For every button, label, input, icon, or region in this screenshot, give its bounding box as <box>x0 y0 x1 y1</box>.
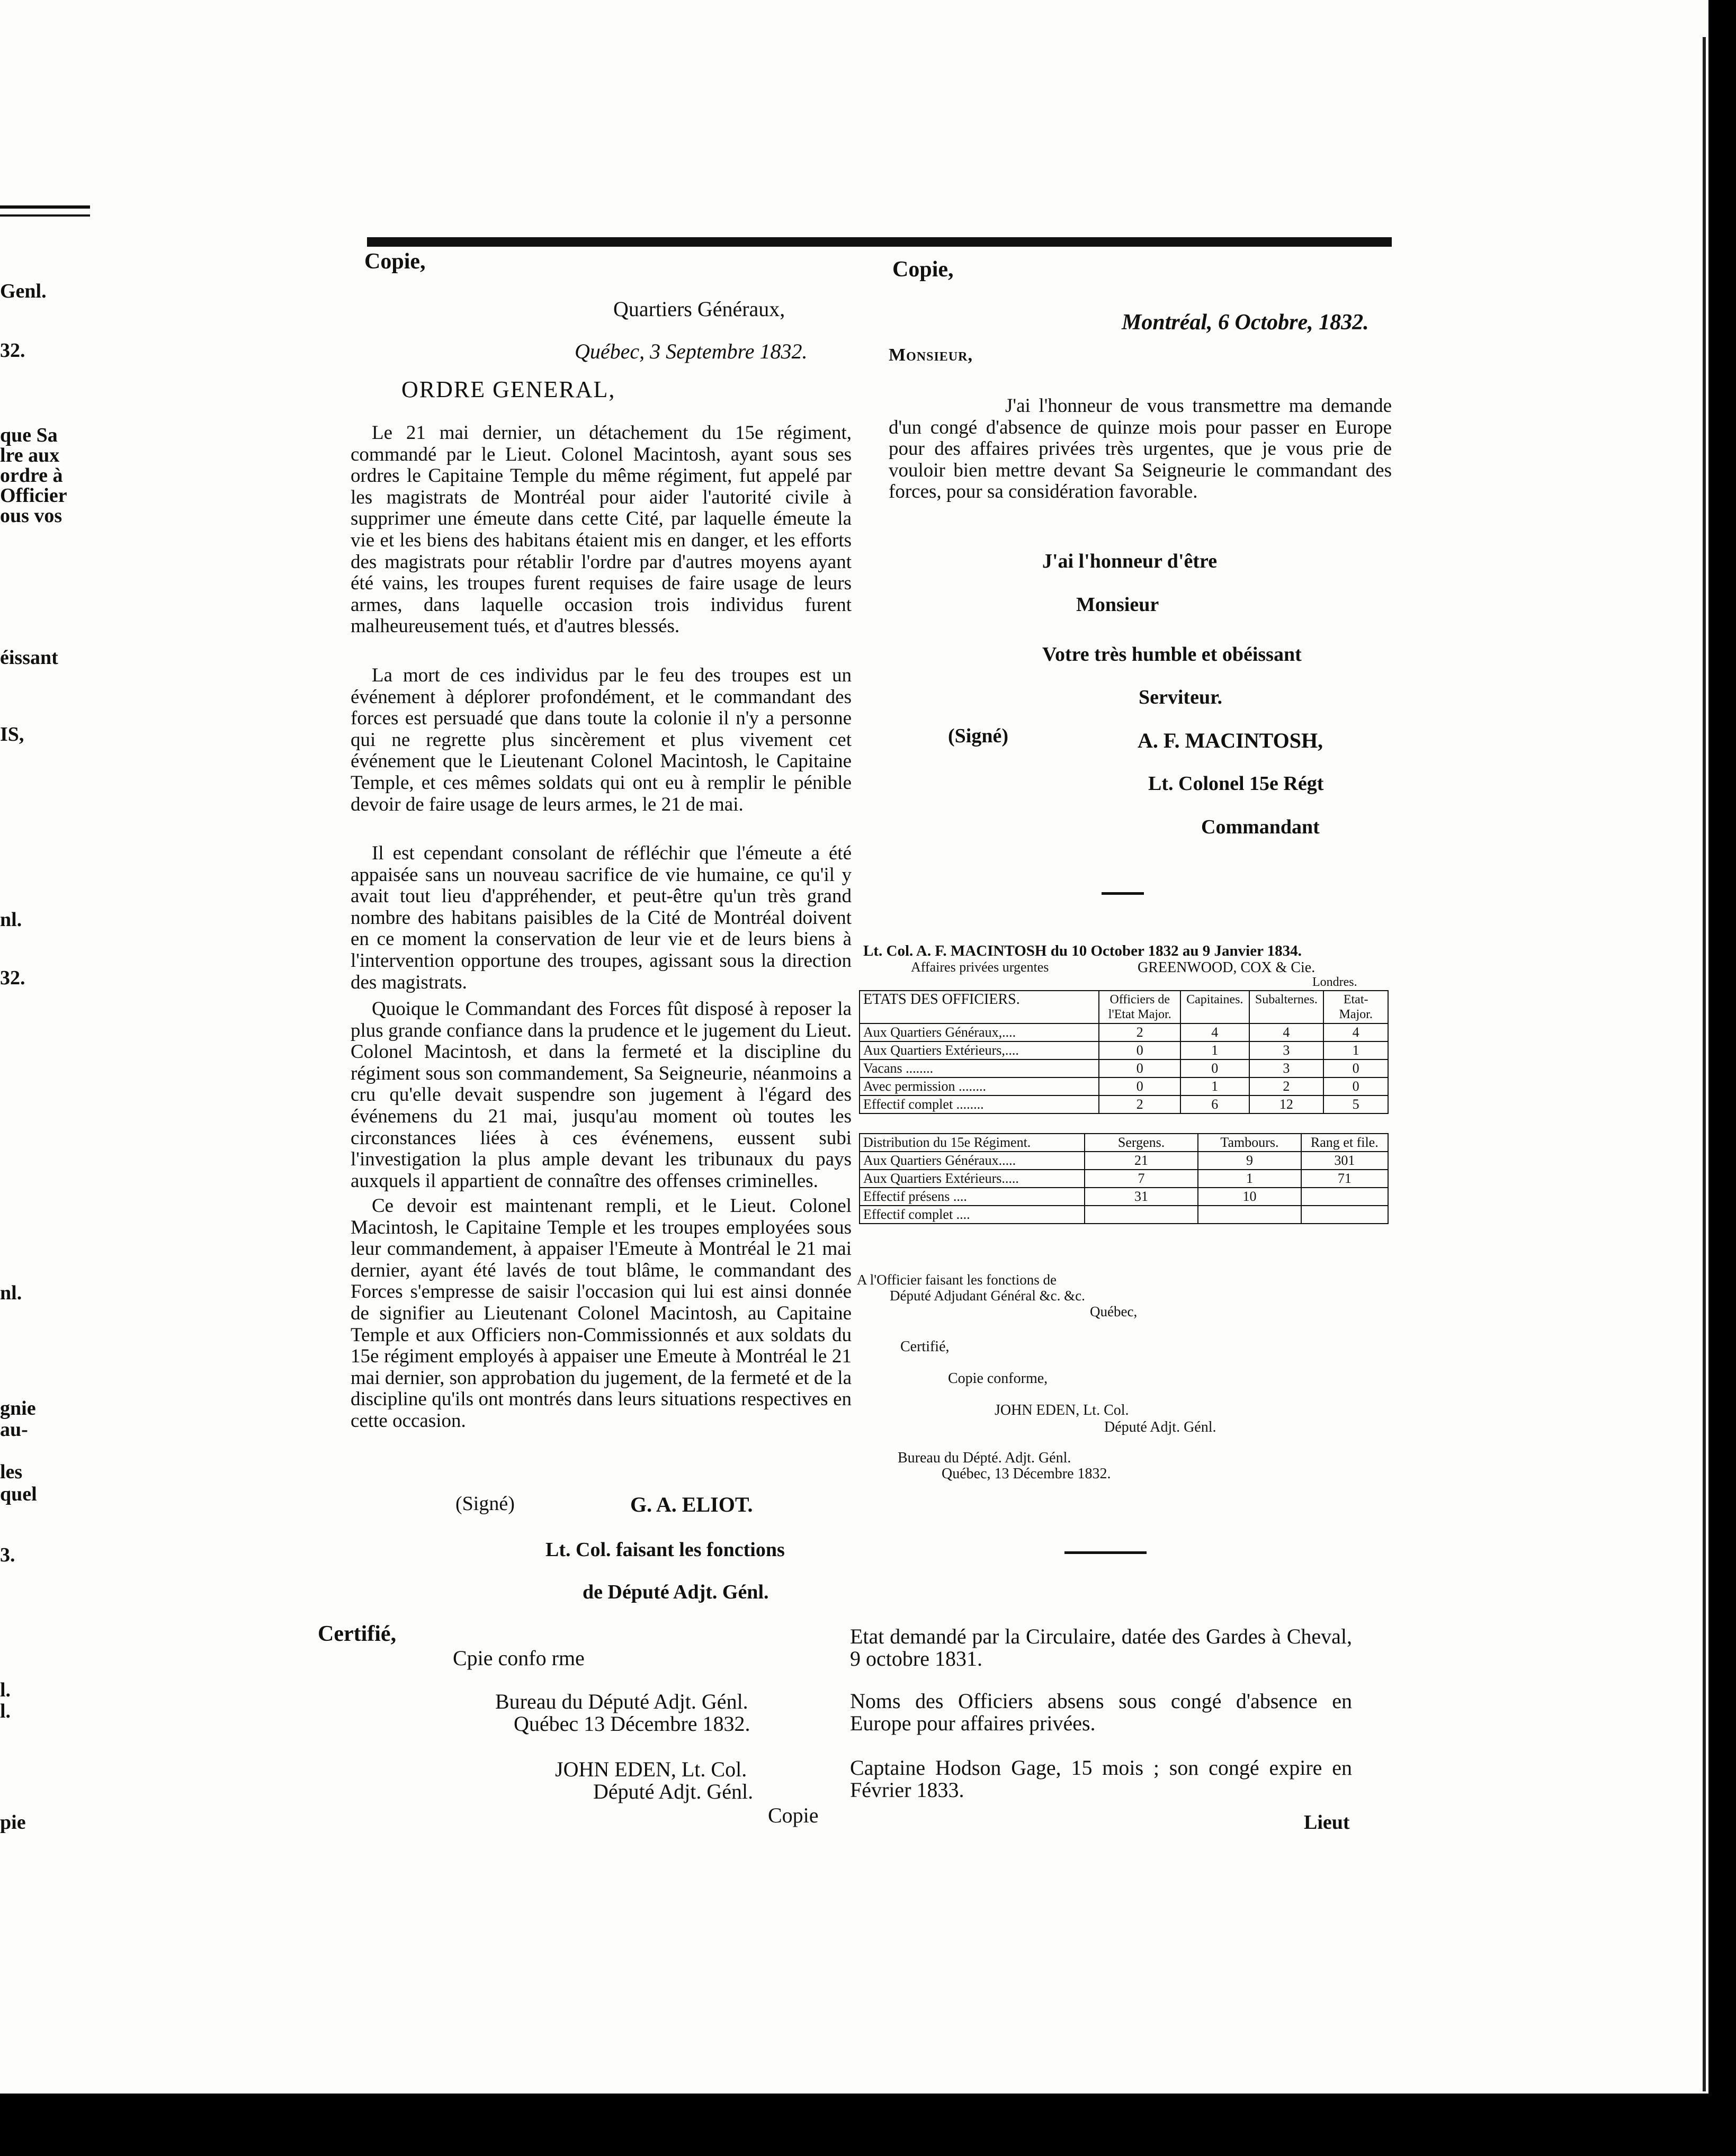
cell-value: 0 <box>1323 1059 1388 1077</box>
cell-value: 7 <box>1085 1170 1198 1188</box>
table-header-cell: ETATS DES OFFICIERS. <box>860 991 1099 1023</box>
closing-line-4: Serviteur. <box>1139 686 1222 708</box>
cell-value: 0 <box>1099 1041 1180 1059</box>
table-row <box>860 1152 1388 1170</box>
ordre-paragraph-5: Ce devoir est maintenant rempli, et le Lieut. Colonel Macintosh, le Capitaine Temple et les troupes employées sous leur commandement, à appaiser l'Emeute à Montréal le 21 mai dernier, ayant été lavés de tout blâme, le commandant des Forces s'empresse de saisir l'occasion qui lui est ainsi donnée de signifier au Lieutenant Colonel Macintosh, au Capitaine Temple et aux Officiers non-Commissionnés et aux soldats du 15e régiment employés à appaiser une Emeute à Montréal le 21 mai dernier, son approbation du jugement, de la fermeté et de la discipline qu'ils ont montrés dans leurs situations respectives en cette occasion. <box>351 1195 852 1432</box>
ordre-paragraph-3: Il est cependant consolant de réfléchir que l'émeute a été appaisée sans un nouveau sacrifice de vie humaine, ce qu'il y avait tout lieu d'appréhender, et peut-être qu'un très grand nombre des habitans paisibles de la Cité de Montréal doivent en ce moment la conservation de leur vie et de leurs biens à l'intervention opportune des troupes, agissant sous la direction des magistrats. <box>351 842 852 993</box>
etat-paragraph: Etat demandé par la Circulaire, datée des Gardes à Cheval, 9 octobre 1831. <box>850 1624 1352 1670</box>
row-label: Effectif complet .... <box>860 1206 1085 1224</box>
cell-value <box>1301 1206 1388 1224</box>
margin-fragment: pie <box>0 1811 26 1834</box>
right-dateline: Montréal, 6 Octobre, 1832. <box>1122 310 1369 335</box>
table-header-cell: Officiers de l'Etat Major. <box>1099 991 1180 1023</box>
row-label: Aux Quartiers Généraux..... <box>860 1152 1085 1170</box>
table-header-row <box>860 991 1388 1023</box>
right-certifie: Certifié, <box>900 1338 950 1355</box>
left-dateline: Québec, 3 Septembre 1832. <box>575 339 808 363</box>
ordre-general-title: ORDRE GENERAL, <box>401 376 616 402</box>
table-header-cell: Rang et file. <box>1301 1134 1388 1152</box>
address-line-2: Député Adjudant Général &c. &c. <box>890 1288 1085 1304</box>
cell-value: 2 <box>1249 1077 1324 1095</box>
margin-fragment: nl. <box>0 1282 22 1304</box>
address-line-3: Québec, <box>1090 1304 1138 1319</box>
cell-value: 0 <box>1099 1077 1180 1095</box>
margin-fragment: 32. <box>0 967 25 989</box>
margin-fragment: Genl. <box>0 280 47 302</box>
cell-value: 1 <box>1198 1170 1301 1188</box>
noms-paragraph: Noms des Officiers absens sous congé d'absence en Europe pour affaires privées. <box>850 1689 1352 1735</box>
table-row <box>860 1170 1388 1188</box>
left-catchword: Copie <box>768 1803 819 1827</box>
cell-value: 10 <box>1198 1188 1301 1206</box>
leave-city: Londres. <box>1312 975 1357 989</box>
cell-value <box>1301 1188 1388 1206</box>
left-certifie: Certifié, <box>318 1622 397 1646</box>
eliot-title-line-1: Lt. Col. faisant les fonctions <box>545 1539 785 1561</box>
regiment-distribution-table <box>859 1133 1389 1224</box>
cell-value: 4 <box>1323 1023 1388 1041</box>
separator-rule-2 <box>1064 1551 1147 1554</box>
cell-value <box>1085 1206 1198 1224</box>
cell-value: 21 <box>1085 1152 1198 1170</box>
cell-value: 12 <box>1249 1095 1324 1113</box>
page-edge-line <box>1703 37 1706 2091</box>
cell-value: 2 <box>1099 1095 1180 1113</box>
cell-value: 301 <box>1301 1152 1388 1170</box>
header-rule <box>367 237 1392 247</box>
right-catchword: Lieut <box>1304 1811 1350 1834</box>
cell-value: 1 <box>1180 1077 1249 1095</box>
salutation: Monsieur, <box>889 345 973 365</box>
margin-fragment: Officier <box>0 484 67 507</box>
left-copie-label: Copie, <box>364 249 426 274</box>
margin-fragment: ous vos <box>0 505 62 527</box>
leave-reason: Affaires privées urgentes <box>911 959 1049 975</box>
margin-fragment: 3. <box>0 1544 15 1566</box>
previous-page-rule <box>0 205 90 209</box>
table-row <box>860 1188 1388 1206</box>
left-eden-name: JOHN EDEN, Lt. Col. <box>555 1757 747 1781</box>
margin-fragment: les <box>0 1461 23 1483</box>
row-label: Aux Quartiers Généraux,.... <box>860 1023 1099 1041</box>
cell-value: 31 <box>1085 1188 1198 1206</box>
table-row <box>860 1077 1388 1095</box>
row-label: Effectif présens .... <box>860 1188 1085 1206</box>
macintosh-title-2: Commandant <box>1201 816 1320 838</box>
left-eden-title: Député Adjt. Génl. <box>593 1780 754 1803</box>
margin-fragment: IS, <box>0 723 24 745</box>
margin-fragment: gnie <box>0 1397 36 1420</box>
left-bureau-date: Québec 13 Décembre 1832. <box>514 1712 750 1736</box>
margin-fragment: éissant <box>0 646 58 669</box>
officers-state-table <box>859 990 1389 1114</box>
closing-line-3: Votre très humble et obéissant <box>1042 643 1302 666</box>
table-row <box>860 1041 1388 1059</box>
table-header-cell: Etat-Major. <box>1323 991 1388 1023</box>
left-copie-conforme: Cpie confo rme <box>453 1646 585 1670</box>
margin-fragment: que Sa <box>0 424 58 446</box>
left-signe-label: (Signé) <box>455 1493 515 1515</box>
cell-value: 5 <box>1323 1095 1388 1113</box>
right-copie-conforme: Copie conforme, <box>948 1370 1048 1387</box>
ordre-paragraph-2: La mort de ces individus par le feu des troupes est un événement à déplorer profondément, et le commandant des forces est persuadé que dans toute la colonie il n'y a personne qui ne regrette plus sincèrement et plus vivement cet événement que le Lieutenant Colonel Macintosh, le Capitaine Temple, et ces mêmes soldats qui ont eu à remplir le pénible devoir de faire usage de leurs armes, le 21 de mai. <box>351 664 852 815</box>
row-label: Aux Quartiers Extérieurs..... <box>860 1170 1085 1188</box>
cell-value: 3 <box>1249 1059 1324 1077</box>
margin-fragment: l. <box>0 1679 11 1701</box>
row-label: Avec permission ........ <box>860 1077 1099 1095</box>
margin-fragment: lre aux <box>0 444 60 466</box>
ordre-paragraph-4: Quoique le Commandant des Forces fût disposé à reposer la plus grande confiance dans la prudence et le jugement du Lieut. Colonel Macintosh, et dans la fermeté et la discipline du régiment sous son commandement, Sa Seigneurie, néanmoins a cru qu'elle devait suspendre son jugement à l'égard des événemens du 21 mai, jusqu'au moment où toutes les circonstances liées à ces événemens, eussent subi l'investigation la plus ample devant les tribunaux du pays auxquels il appartient de connaître des offenses criminelles. <box>351 998 852 1192</box>
table-header-cell: Distribution du 15e Régiment. <box>860 1134 1085 1152</box>
right-copie-label: Copie, <box>892 257 954 282</box>
cell-value: 1 <box>1323 1041 1388 1059</box>
right-bureau-date: Québec, 13 Décembre 1832. <box>942 1466 1111 1482</box>
margin-fragment: quel <box>0 1483 37 1505</box>
right-eden-name: JOHN EDEN, Lt. Col. <box>995 1402 1129 1418</box>
cell-value: 71 <box>1301 1170 1388 1188</box>
closing-line-1: J'ai l'honneur d'être <box>1042 550 1218 572</box>
right-bureau: Bureau du Dépté. Adjt. Génl. <box>898 1450 1071 1466</box>
macintosh-signature: A. F. MACINTOSH, <box>1138 729 1323 752</box>
cell-value: 6 <box>1180 1095 1249 1113</box>
table-row <box>860 1059 1388 1077</box>
row-label: Aux Quartiers Extérieurs,.... <box>860 1041 1099 1059</box>
right-signe-label: (Signé) <box>948 725 1008 747</box>
leave-line-1: Lt. Col. A. F. MACINTOSH du 10 October 1832 au 9 Janvier 1834. <box>863 942 1302 959</box>
table-header-cell: Subalternes. <box>1249 991 1324 1023</box>
margin-fragment: au- <box>0 1418 28 1441</box>
margin-fragment: nl. <box>0 909 22 931</box>
left-bureau: Bureau du Député Adjt. Génl. <box>495 1690 748 1713</box>
cell-value: 4 <box>1180 1023 1249 1041</box>
macintosh-title-1: Lt. Colonel 15e Régt <box>1148 772 1324 795</box>
ordre-paragraph-1: Le 21 mai dernier, un détachement du 15e régiment, commandé par le Lieut. Colonel Macintosh, ayant sous ses ordres le Capitaine Temple du même régiment, fut appelé par les magistrats de Montréal pour aider l'autorité civile à supprimer une émeute dans cette Cité, par laquelle émeute la vie et les biens des habitans étaient mis en danger, et les efforts des magistrats pour rétablir l'ordre par d'autres moyens ayant été vains, les troupes furent requises de faire usage de leurs armes, dans laquelle occasion trois individus furent malheureusement tués, et d'autres blessés. <box>351 422 852 637</box>
margin-fragment: l. <box>0 1700 11 1722</box>
margin-fragment: 32. <box>0 339 25 362</box>
gage-paragraph: Captaine Hodson Gage, 15 mois ; son congé expire en Février 1833. <box>850 1756 1352 1802</box>
cell-value: 9 <box>1198 1152 1301 1170</box>
address-line-1: A l'Officier faisant les fonctions de <box>857 1272 1057 1288</box>
cell-value: 2 <box>1099 1023 1180 1041</box>
right-eden-title: Député Adjt. Génl. <box>1104 1419 1216 1435</box>
table-row <box>860 1095 1388 1113</box>
cell-value: 4 <box>1249 1023 1324 1041</box>
table-header-cell: Tambours. <box>1198 1134 1301 1152</box>
table-header-cell: Sergens. <box>1085 1134 1198 1152</box>
previous-page-rule-thin <box>0 214 90 217</box>
cell-value: 0 <box>1323 1077 1388 1095</box>
leave-agent: GREENWOOD, COX & Cie. <box>1138 959 1316 976</box>
table-row <box>860 1023 1388 1041</box>
cell-value: 0 <box>1099 1059 1180 1077</box>
cell-value: 0 <box>1180 1059 1249 1077</box>
cell-value: 3 <box>1249 1041 1324 1059</box>
row-label: Vacans ........ <box>860 1059 1099 1077</box>
eliot-signature: G. A. ELIOT. <box>630 1493 753 1516</box>
table-header-cell: Capitaines. <box>1180 991 1249 1023</box>
closing-line-2: Monsieur <box>1076 594 1159 616</box>
separator-rule <box>1102 892 1144 895</box>
table-header-row <box>860 1134 1388 1152</box>
margin-fragment: ordre à <box>0 464 63 487</box>
table-row <box>860 1206 1388 1224</box>
cell-value <box>1198 1206 1301 1224</box>
cell-value: 1 <box>1180 1041 1249 1059</box>
eliot-title-line-2: de Député Adjt. Génl. <box>583 1581 769 1603</box>
left-hq-heading: Quartiers Généraux, <box>613 297 785 321</box>
letter-body: J'ai l'honneur de vous transmettre ma demande d'un congé d'absence de quinze mois pour passer en Europe pour des affaires privées très urgentes, que je vous prie de vouloir bien mettre devant Sa Seigneurie le commandant des forces, pour sa considération favorable. <box>889 395 1392 503</box>
row-label: Effectif complet ........ <box>860 1095 1099 1113</box>
